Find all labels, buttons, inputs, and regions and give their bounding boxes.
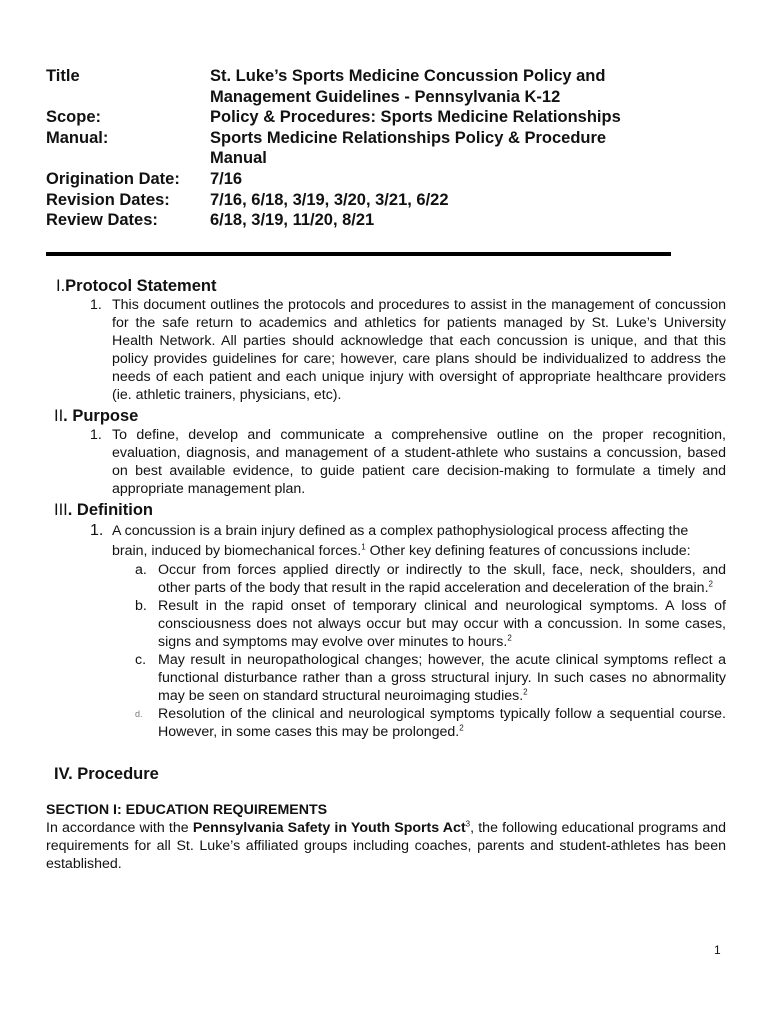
list-item (90, 522, 726, 561)
education-requirements-heading: SECTION I: EDUCATION REQUIREMENTS (46, 802, 328, 818)
revision-value: 7/16, 6/18, 3/19, 3/20, 3/21, 6/22 (210, 190, 449, 209)
origination-row (46, 169, 686, 190)
paragraph-text: In accordance with the (46, 820, 193, 836)
sub-list-letter: d. (135, 709, 143, 719)
definition-text-cont: Other key defining features of concussions include: (365, 542, 691, 559)
act-name: Pennsylvania Safety in Youth Sports Act (192, 820, 466, 836)
sub-text: Occur from forces applied directly or indirectly to the skull, face, neck, shoulders, and other parts of the body that result in the rapid acceleration and deceleration of the brain. (158, 562, 726, 596)
scope-row (46, 107, 686, 128)
manual-row (46, 128, 686, 169)
sub-list-text (158, 705, 726, 741)
sub-list-item (135, 705, 726, 741)
section-title: Protocol Statement (65, 277, 217, 295)
revision-row (46, 190, 686, 211)
list-text: This document outlines the protocols and procedures to assist in the management of concussion for the safe return to academics and athletics for patients managed by St. Luke’s University Health Network. All parties should acknowledge that each concussion is unique, and that this policy provides guidelines for care; however, care plans should be individualized to address the needs of each patient and each unique injury with oversight of appropriate healthcare providers (ie. athletic trainers, physicians, etc). (112, 297, 726, 403)
origination-label: Origination Date: (46, 169, 180, 188)
header-metadata (46, 66, 686, 231)
header-divider (46, 252, 671, 256)
list-item (90, 426, 726, 498)
title-value (210, 66, 686, 107)
list-number: 1. (90, 297, 102, 313)
scope-value: Policy & Procedures: Sports Medicine Relationships (210, 108, 621, 127)
sub-list-letter: a. (135, 562, 147, 578)
section-purpose-heading (54, 406, 726, 426)
title-row (46, 66, 686, 107)
footnote-ref: 2 (708, 579, 713, 589)
sub-list-item (135, 597, 726, 651)
list-number: 1. (90, 522, 104, 539)
manual-label: Manual: (46, 128, 109, 147)
sub-list-text (158, 597, 726, 651)
manual-value (210, 128, 686, 169)
footnote-ref: 3 (465, 819, 471, 829)
review-label: Review Dates: (46, 211, 158, 230)
list-item (90, 296, 726, 404)
footnote-ref: 2 (523, 687, 528, 697)
page-number: 1 (714, 943, 721, 957)
section-number: I. (56, 277, 66, 295)
list-number: 1. (90, 427, 102, 443)
footnote-ref: 1 (361, 541, 366, 551)
title-value-line2: Management Guidelines - Pennsylvania K-12 (210, 87, 561, 106)
manual-value-line2: Manual (210, 149, 267, 168)
sub-text: Resolution of the clinical and neurological symptoms typically follow a sequential course. However, in some cases this may be prolonged. (158, 706, 726, 740)
footnote-ref: 2 (459, 723, 464, 733)
review-row (46, 210, 686, 231)
section-number: II (54, 407, 64, 425)
sub-text: Result in the rapid onset of temporary clinical and neurological symptoms. A loss of consciousness does not always occur but may occur with a concussion. In some cases, signs and symptoms may evolve over minutes to hours. (158, 598, 726, 650)
list-text (112, 522, 726, 561)
definition-text: A concussion is a brain injury defined as a complex pathophysiological process affecting the brain, induced by biomechanical forces. (112, 523, 689, 559)
footnote-ref: 2 (507, 633, 512, 643)
sub-list-text (158, 651, 726, 705)
sub-list-item (135, 651, 726, 705)
manual-value-line1: Sports Medicine Relationships Policy & Procedure (210, 128, 607, 147)
section-title: . Definition (67, 501, 154, 519)
education-paragraph (46, 819, 726, 873)
sub-list-item (135, 561, 726, 597)
section-number: III (54, 501, 68, 519)
section-title: . Purpose (63, 407, 139, 425)
title-label: Title (46, 67, 80, 85)
section-protocol-heading (56, 276, 726, 296)
sub-list-letter: c. (135, 652, 147, 668)
sub-text: May result in neuropathological changes; however, the acute clinical symptoms reflect a functional disturbance rather than a gross structural injury. In such cases no abnormality may be seen on standard structural neuroimaging studies. (158, 652, 726, 704)
section-procedure-heading: IV. Procedure (54, 765, 159, 783)
list-text: To define, develop and communicate a comprehensive outline on the proper recognition, evaluation, diagnosis, and management of a student-athlete who sustains a concussion, based on best available evidence, to guide patient care decision-making to formulate a timely and appropriate management plan. (112, 427, 726, 497)
section-definition-heading (54, 500, 726, 520)
revision-label: Revision Dates: (46, 190, 170, 209)
document-body (46, 276, 726, 873)
sub-list-letter: b. (135, 598, 147, 614)
scope-label: Scope: (46, 108, 102, 127)
title-value-line1: St. Luke’s Sports Medicine Concussion Policy and (210, 67, 606, 85)
review-value: 6/18, 3/19, 11/20, 8/21 (210, 211, 375, 230)
paragraph-text-cont: , the following educational programs and requirements for all St. Luke’s affiliated groups including coaches, parents and student-athletes has been established. (46, 820, 726, 872)
sub-list-text (158, 561, 726, 597)
origination-value: 7/16 (210, 169, 243, 188)
